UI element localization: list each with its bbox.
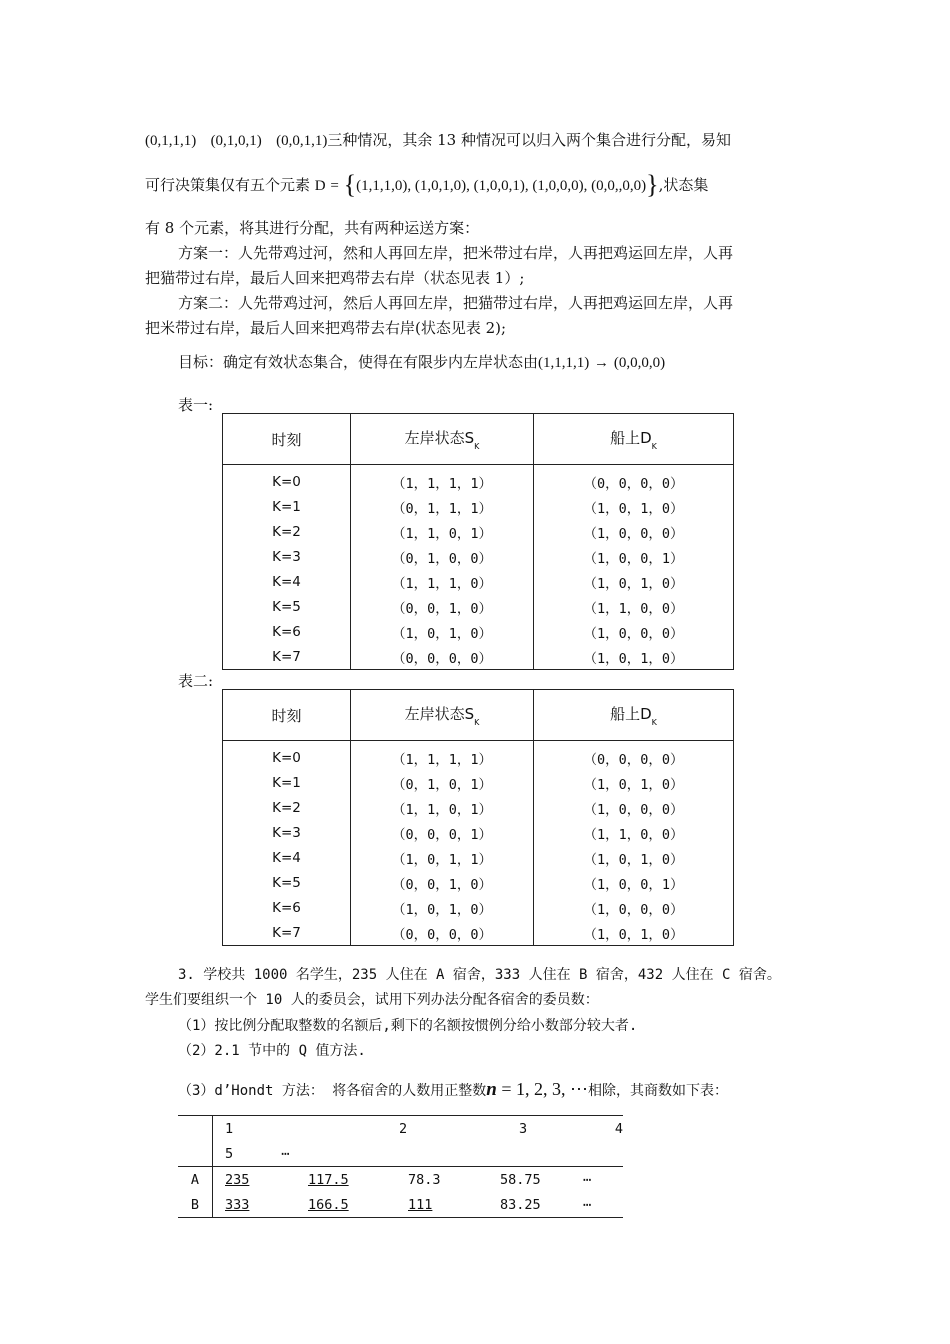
- time-cell: K=0: [223, 465, 351, 495]
- boat-cell: （1，0，1，0）: [534, 494, 734, 519]
- row-label: A: [178, 1167, 213, 1193]
- boat-cell: （1，0，0，0）: [534, 619, 734, 644]
- value-cell: 83.25: [500, 1196, 541, 1213]
- quotient-row-b: [178, 1192, 623, 1218]
- left-state-cell: （1，0，1，1）: [351, 845, 534, 870]
- header-cell: 4: [559, 1116, 623, 1142]
- arrow-icon: →: [594, 355, 610, 371]
- boat-cell: （1，0，0，0）: [534, 895, 734, 920]
- boat-cell: （1，0，0，1）: [534, 870, 734, 895]
- header-cell: 1: [213, 1116, 326, 1142]
- time-cell: K=7: [223, 644, 351, 670]
- time-cell: K=7: [223, 920, 351, 946]
- right-brace-icon: }: [646, 170, 659, 199]
- left-state-cell: （1，0，1，0）: [351, 619, 534, 644]
- decision-set: (1,1,1,0), (1,0,1,0), (1,0,0,1), (1,0,0,0), (0,0,,0,0): [356, 178, 647, 194]
- left-state-cell: （0，0，0，0）: [351, 644, 534, 670]
- boat-cell: （1，0，1，0）: [534, 644, 734, 670]
- left-brace-icon: {: [343, 170, 357, 199]
- n-variable: n: [486, 1079, 497, 1100]
- time-cell: K=5: [223, 594, 351, 619]
- time-cell: K=6: [223, 619, 351, 644]
- table-row: [223, 494, 734, 519]
- boat-cell: （0，0，0，0）: [534, 741, 734, 771]
- left-state-cell: （1，0，1，0）: [351, 895, 534, 920]
- tuple-1: (0,1,1,1): [145, 133, 197, 149]
- header-boat: 船上$D_K$: [534, 690, 734, 741]
- table-row: [223, 870, 734, 895]
- quotient-header-row: [178, 1116, 623, 1142]
- quotient-row-a: [178, 1167, 623, 1193]
- table-row: [223, 569, 734, 594]
- time-cell: K=4: [223, 845, 351, 870]
- time-cell: K=1: [223, 770, 351, 795]
- left-state-cell: （1，1，1，1）: [351, 741, 534, 771]
- paragraph-2-suffix: ,状态集: [658, 176, 709, 194]
- table-row: [223, 845, 734, 870]
- question-3-item-1: （1）按比例分配取整数的名额后,剩下的名额按惯例分给小数部分较大者.: [178, 1018, 638, 1034]
- value-cell: 117.5: [308, 1171, 349, 1188]
- tuple-2: (0,1,0,1): [210, 133, 262, 149]
- plan-2-line-2: 把米带过右岸，最后人回来把鸡带去右岸(状态见表 2);: [145, 319, 507, 337]
- question-3-item-2: （2）2.1 节中的 Q 值方法.: [178, 1043, 366, 1059]
- left-state-cell: （0，0，1，0）: [351, 594, 534, 619]
- left-state-cell: （0，1，0，1）: [351, 770, 534, 795]
- boat-cell: （1，0，1，0）: [534, 569, 734, 594]
- time-cell: K=2: [223, 795, 351, 820]
- table-row: [223, 741, 734, 771]
- table-1: [222, 413, 734, 670]
- table-1-header: [223, 414, 734, 465]
- boat-cell: （1，1，0，0）: [534, 820, 734, 845]
- time-cell: K=4: [223, 569, 351, 594]
- table-row: [223, 820, 734, 845]
- n-values: = 1, 2, 3, ⋯: [496, 1079, 589, 1099]
- time-cell: K=3: [223, 820, 351, 845]
- question-3-item-3: （3）d’Hondt 方法： 将各宿舍的人数用正整数n = 1, 2, 3, ⋯相除，其商数如下表：: [178, 1079, 729, 1100]
- paragraph-3: 有 8 个元素，将其进行分配，共有两种运送方案：: [145, 219, 480, 237]
- time-cell: K=5: [223, 870, 351, 895]
- ellipsis: ⋯: [583, 1171, 592, 1188]
- left-state-cell: （1，1，1，0）: [351, 569, 534, 594]
- boat-cell: （0，0，0，0）: [534, 465, 734, 495]
- time-cell: K=2: [223, 519, 351, 544]
- header-cell: 3: [439, 1116, 559, 1142]
- time-cell: K=1: [223, 494, 351, 519]
- plan-2-line-1: 方案二：人先带鸡过河，然后人再回左岸，把猫带过右岸，人再把鸡运回左岸，人再: [178, 294, 734, 312]
- header-time: 时刻: [223, 414, 351, 465]
- goal-text: 目标：确定有效状态集合，使得在有限步内左岸状态由: [178, 353, 539, 371]
- header-left-state: 左岸状态$S_K$: [351, 414, 534, 465]
- header-time: 时刻: [223, 690, 351, 741]
- paragraph-2: [145, 170, 709, 199]
- question-3-line-1: 3. 学校共 1000 名学生，235 人住在 A 宿舍，333 人住在 B 宿舍，432 人住在 C 宿舍。: [178, 967, 781, 983]
- boat-cell: （1，1，0，0）: [534, 594, 734, 619]
- table-2-header: [223, 690, 734, 741]
- table-row: [223, 795, 734, 820]
- time-cell: K=6: [223, 895, 351, 920]
- header-left-state: 左岸状态$S_K$: [351, 690, 534, 741]
- paragraph-1-rest: 三种情况，其余 13 种情况可以归入两个集合进行分配，易知: [327, 131, 732, 149]
- table-row: [223, 519, 734, 544]
- time-cell: K=0: [223, 741, 351, 771]
- ellipsis: ⋯: [281, 1145, 290, 1162]
- boat-cell: （1，0，0，0）: [534, 795, 734, 820]
- goal-from: (1,1,1,1): [538, 355, 590, 371]
- table-row: [223, 895, 734, 920]
- set-name: D: [314, 178, 326, 194]
- table-row: [223, 619, 734, 644]
- left-state-cell: （1，1，1，1）: [351, 465, 534, 495]
- left-state-cell: （1，1，0，1）: [351, 795, 534, 820]
- left-state-cell: （0，0，0，1）: [351, 820, 534, 845]
- value-cell: 78.3: [408, 1171, 441, 1188]
- paragraph-1: [145, 130, 731, 151]
- value-cell: 166.5: [308, 1196, 349, 1213]
- table-row: [223, 544, 734, 569]
- boat-cell: （1，0，0，0）: [534, 519, 734, 544]
- goal-line: [178, 352, 665, 373]
- table-1-label: 表一:: [178, 396, 214, 414]
- question-3-line-2: 学生们要组织一个 10 人的委员会，试用下列办法分配各宿舍的委员数：: [145, 992, 599, 1008]
- header-cell: 5: [225, 1145, 234, 1162]
- ellipsis: ⋯: [583, 1196, 592, 1213]
- table-row: [223, 594, 734, 619]
- boat-cell: （1，0，1，0）: [534, 845, 734, 870]
- quotient-table: [178, 1115, 623, 1218]
- tuple-3: (0,0,1,1): [276, 133, 328, 149]
- header-cell: 2: [325, 1116, 439, 1142]
- value-cell: 333: [225, 1196, 250, 1213]
- table-row: [223, 465, 734, 495]
- table-2-label: 表二:: [178, 672, 214, 690]
- table-row: [223, 644, 734, 670]
- plan-1-line-2: 把猫带过右岸，最后人回来把鸡带去右岸（状态见表 1）;: [145, 269, 525, 287]
- left-state-cell: （0，1，1，1）: [351, 494, 534, 519]
- left-state-cell: （0，0，1，0）: [351, 870, 534, 895]
- value-cell: 58.75: [500, 1171, 541, 1188]
- boat-cell: （1，0，1，0）: [534, 770, 734, 795]
- time-cell: K=3: [223, 544, 351, 569]
- value-cell: 235: [225, 1171, 250, 1188]
- plan-1-line-1: 方案一：人先带鸡过河，然和人再回左岸，把米带过右岸，人再把鸡运回左岸，人再: [178, 244, 734, 262]
- equals-sign: =: [330, 178, 339, 194]
- boat-cell: （1，0，0，1）: [534, 544, 734, 569]
- left-state-cell: （0，0，0，0）: [351, 920, 534, 946]
- boat-cell: （1，0，1，0）: [534, 920, 734, 946]
- paragraph-2-prefix: 可行决策集仅有五个元素: [145, 176, 311, 194]
- left-state-cell: （1，1，0，1）: [351, 519, 534, 544]
- quotient-header-row-2: [178, 1141, 623, 1167]
- row-label: B: [178, 1192, 213, 1218]
- header-boat: 船上$D_K$: [534, 414, 734, 465]
- table-row: [223, 920, 734, 946]
- goal-to: (0,0,0,0): [613, 355, 666, 371]
- value-cell: 111: [408, 1196, 433, 1213]
- left-state-cell: （0，1，0，0）: [351, 544, 534, 569]
- table-2: [222, 689, 734, 946]
- table-row: [223, 770, 734, 795]
